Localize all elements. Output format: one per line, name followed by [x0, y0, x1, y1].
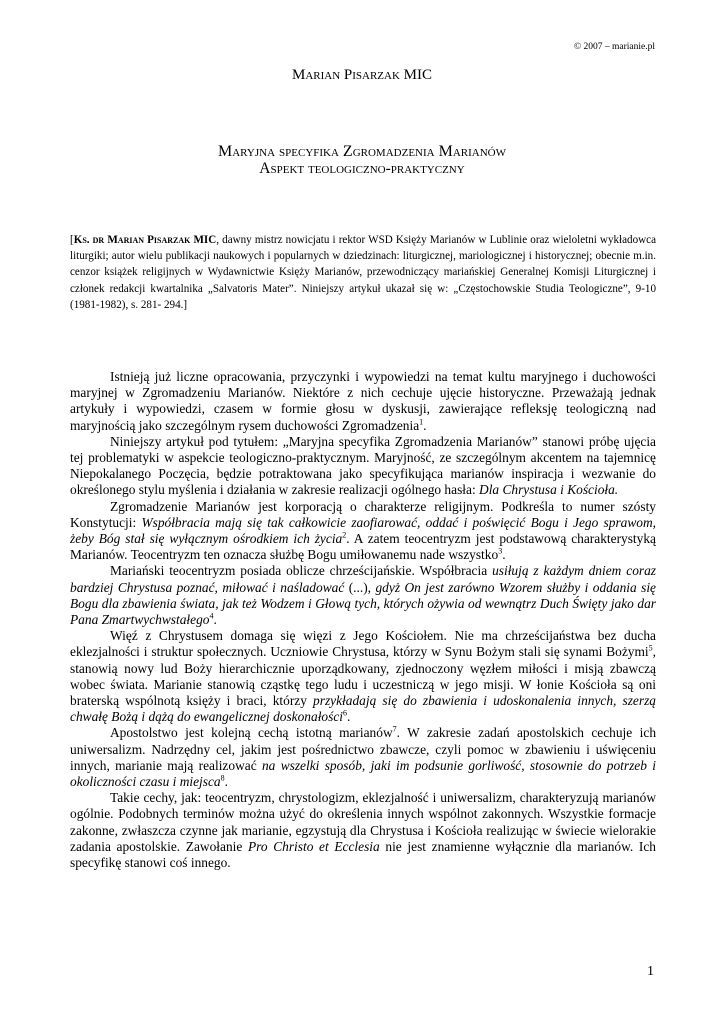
- footnote-ref: 5: [648, 643, 653, 653]
- article-subtitle: Aspekt teologiczno-praktyczny: [259, 160, 465, 177]
- paragraph-4: [70, 563, 656, 628]
- paragraph-text: .: [213, 612, 217, 628]
- paragraph-text: Mariański teocentryzm posiada oblicze chrześcijańskie. Współbracia: [110, 563, 493, 579]
- bio-author-name: Ks. dr Marian Pisarzak MIC: [73, 234, 217, 246]
- page-number: 1: [647, 964, 654, 979]
- article-title: Maryjna specyfika Zgromadzenia Marianów: [218, 143, 506, 160]
- copyright-notice: © 2007 – marianie.pl: [573, 42, 655, 52]
- footnote-ref: 1: [419, 417, 424, 427]
- paragraph-text: Więź z Chrystusem domaga się więzi z Jego Kościołem. Nie ma chrześcijaństwa bez ducha eklezjalności i struktur społecznych. Uczniowie Chrystusa, którzy w Synu Bożym stali się synami Bożymi: [70, 628, 656, 660]
- footnote-ref: 2: [342, 530, 347, 540]
- italic-quote: usiłują z każdym dniem coraz bardziej Chrystusa poznać, miłować i naśladować: [70, 563, 657, 595]
- italic-quote: przykładają się do zbawienia i udoskonalenia innych, szerzą chwałę Bożą i dążą do ewangelicznej doskonałości: [70, 693, 656, 725]
- italic-quote: na wszelki sposób, jaki im podsunie gorliwość, stosownie do potrzeb i okoliczności czasu i miejsca: [70, 757, 657, 790]
- paragraph-6: [70, 725, 656, 790]
- paragraph-text: .: [347, 709, 351, 725]
- paragraph-text: nie jest znamienne wyłącznie dla marianów. Ich specyfikę stanowi coś innego.: [70, 838, 657, 871]
- author-name: Marian Pisarzak MIC: [291, 67, 433, 83]
- author-bio: [70, 232, 656, 313]
- paragraph-2: [70, 434, 656, 499]
- paragraph-7: [70, 790, 656, 871]
- paragraph-text: Takie cechy, jak: teocentryzm, chrystologizm, eklezjalność i uniwersalizm, charakteryzują marianów ogólnie. Podobnych terminów można użyć do określenia innych wspólnot zakonnych. Wszystkie formacje zakonne, zwłaszcza czynne jak marianie, egzystują dla Chrystusa i Kościoła realizując w świecie wielorakie zadania apostolskie. Zawołanie: [70, 790, 656, 854]
- italic-quote: Współbracia mają się tak całkowicie zaofiarować, oddać i poświęcić Bogu i Jego sprawom, żeby Bóg stał się wyłącznym ośrodkiem ich życia: [70, 514, 656, 547]
- paragraph-text: . W zakresie zadań apostolskich cechuje ich uniwersalizm. Nadrzędny cel, jakim jest pośrednictwo zbawcze, czyli pomoc w zbawieniu i uświęceniu innych, marianie mają realizować: [70, 725, 657, 773]
- footnote-ref: 8: [220, 773, 225, 783]
- paragraph-text: .: [224, 774, 228, 790]
- paragraph-text: .: [502, 547, 506, 563]
- bio-text: , dawny mistrz nowicjatu i rektor WSD Księży Marianów w Lublinie oraz wieloletni wykładowca liturgiki; autor wielu publikacji naukowych i popularnych w dziedzinach: liturgicznej, mariologicznej i historycznej; obecnie m.in. cenzor książek religijnych w Wydawnictwie Księży Marianów, przewodniczący mariańskiej Generalnej Komisji Liturgicznej i członek redakcji kwartalnika „Salvatoris Mater”. Niniejszy artykuł ukazał się w: „Częstochowskie Studia Teologiczne”, 9-10 (1981-1982), s. 281- 294.]: [70, 234, 656, 311]
- paragraph-text: Istnieją już liczne opracowania, przyczynki i wypowiedzi na temat kultu maryjnego i duchowości maryjnej w Zgromadzeniu Marianów. Niektóre z nich cechuje ujęcie historyczne. Przeważają jednak artykuły i wypowiedzi, czasem w formie głosu w dyskusji, zawierające refleksję teologiczną nad maryjnością jako szczególnym rysem duchowości Zgromadzenia: [70, 369, 656, 433]
- paragraph-text: (...),: [344, 579, 376, 595]
- paragraph-text: , stanowią nowy lud Boży hierarchicznie uporządkowany, zjednoczony węzłem miłości i misją zbawczą wobec świata. Marianie stanowią cząstkę tego ludu i uczestniczą w jego misji. W łonie Kościoła są oni braterską wspólnotą księży i braci, którzy: [70, 644, 656, 709]
- paragraph-3: [70, 499, 656, 564]
- article-body: [70, 369, 656, 871]
- footnote-ref: 6: [343, 708, 347, 718]
- paragraph-text: .: [423, 417, 427, 433]
- bio-open-bracket: [: [70, 234, 74, 246]
- paragraph-5: [70, 628, 656, 725]
- italic-quote: gdyż On jest zarówno Wzorem służby i oddania się Bogu dla zbawienia świata, jak też Wodzem i Głową tych, których ożywia od wewnątrz Duch Święty jako dar Pana Zmartwychwstałego: [70, 579, 657, 628]
- paragraph-text: Niniejszy artykuł pod tytułem: „Maryjna specyfika Zgromadzenia Marianów” stanowi próbę ujęcia tej problematyki w aspekcie teologiczno-praktycznym. Maryjność, ze szczególnym akcentem na tajemnicę Niepokalanego Poczęcia, będzie potraktowana jako specyfikująca marianów inspiracja i wezwanie do określonego stylu myślenia i działania w zakresie realizacji ogólnego hasła:: [70, 433, 656, 498]
- italic-motto: Pro Christo et Ecclesia: [247, 838, 380, 854]
- footnote-ref: 3: [498, 546, 503, 556]
- italic-motto: Dla Chrystusa i Kościoła.: [479, 482, 619, 498]
- footnote-ref: 4: [209, 611, 214, 621]
- paragraph-text: . A zatem teocentryzm jest podstawową charakterystyką Marianów. Teocentryzm ten oznacza służbę Bogu umiłowanemu nade wszystko: [70, 531, 656, 563]
- footnote-ref: 7: [392, 725, 397, 734]
- paragraph-text: Apostolstwo jest kolejną cechą istotną marianów: [110, 725, 393, 741]
- paragraph-1: [70, 369, 656, 434]
- paragraph-text: Zgromadzenie Marianów jest korporacją o charakterze religijnym. Podkreśla to numer szósty Konstytucji:: [70, 498, 656, 530]
